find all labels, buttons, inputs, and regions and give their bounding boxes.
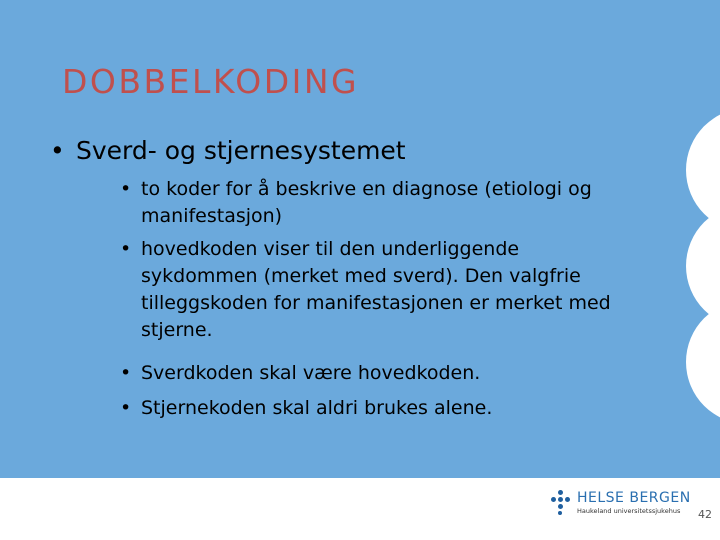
bullet-marker: • <box>50 136 65 165</box>
decorative-circle <box>686 300 720 424</box>
bullet-marker: • <box>120 362 132 384</box>
sub-bullet-text: Sverdkoden skal være hovedkoden. <box>141 362 481 384</box>
page-number: 42 <box>698 508 712 521</box>
sub-bullet-text: to koder for å beskrive en diagnose (etiologi og manifestasjon) <box>141 178 592 227</box>
bullet-marker: • <box>120 178 132 200</box>
sub-bullet-text: hovedkoden viser til den underliggende sykdommen (merket med sverd). Den valgfrie tilleggskoden for manifestasjonen er merket med stjerne. <box>141 238 611 341</box>
slide-title: DOBBELKODING <box>62 62 360 101</box>
bullet-marker: • <box>120 238 132 260</box>
logo-subtitle: Haukeland universitetssjukehus <box>577 507 681 515</box>
bullet-marker: • <box>120 397 132 419</box>
main-bullet-text: Sverd- og stjernesystemet <box>76 136 406 165</box>
logo-dots-icon <box>548 490 574 516</box>
logo-name: HELSE BERGEN <box>577 490 691 506</box>
sub-bullet-text: Stjernekoden skal aldri brukes alene. <box>141 397 493 419</box>
